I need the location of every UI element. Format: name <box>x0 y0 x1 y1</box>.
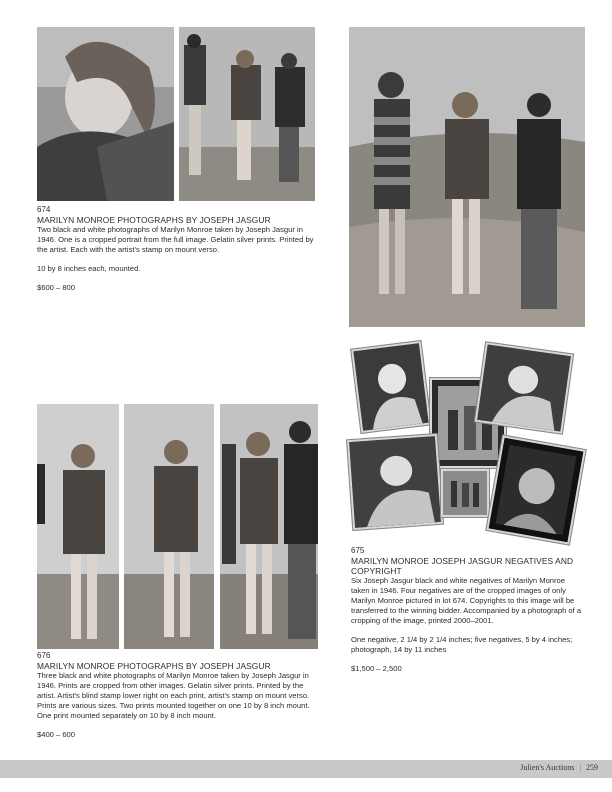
photo-674-portrait <box>37 27 174 201</box>
photo-676-2 <box>124 404 214 649</box>
negative-5 <box>441 469 489 517</box>
lot-675 <box>351 546 585 674</box>
photo-676-3 <box>220 404 318 649</box>
lot-dimensions: One negative, 2 1/4 by 2 1/4 inches; five negatives, 5 by 4 inches; photograph, 14 by 11 inches <box>351 635 573 654</box>
lot-description: Six Joseph Jasgur black and white negatives of Marilyn Monroe taken in 1946. Four negatives are of the cropped images of only Marilyn Monroe pictured in lot 674. Copyrights to this image will be transferred to the winning bidder. Accompanied by a photograph of a cropping of the image, printed 2000–2001. <box>351 576 582 625</box>
page-footer <box>0 760 612 778</box>
footer-text <box>520 763 598 772</box>
lot-estimate: $600 – 800 <box>37 283 76 292</box>
negative-6 <box>486 435 585 544</box>
lot-title: MARILYN MONROE JOSEPH JASGUR NEGATIVES AND COPYRIGHT <box>351 556 574 576</box>
lot-number: 674 <box>37 205 51 214</box>
lot-title: MARILYN MONROE PHOTOGRAPHS BY JOSEPH JASGUR <box>37 661 271 671</box>
lot-676 <box>37 651 321 740</box>
lot-estimate: $1,500 – 2,500 <box>351 664 402 673</box>
photo-676-1 <box>37 404 119 649</box>
beach-group-image <box>179 27 315 201</box>
beach-group-large-image <box>349 27 585 327</box>
photo-674-large <box>349 27 585 327</box>
negative-3 <box>475 342 573 433</box>
lot-description: Three black and white photographs of Marilyn Monroe taken by Joseph Jasgur in 1946. Prints are cropped from other images. Gelatin silver prints. Printed by the artist. Artist's blind stamp lower right on each print, artist's stamp on mount verso. Prints are various sizes. Two prints mounted together on one 10 by 8 inch mount. One print mounted separately on 10 by 8 inch mount. <box>37 671 310 720</box>
page-number: 259 <box>586 763 598 772</box>
lot-number: 675 <box>351 546 365 555</box>
lot-estimate: $400 – 600 <box>37 730 76 739</box>
lot-description: Two black and white photographs of Marilyn Monroe taken by Joseph Jasgur in 1946. One is a cropped portrait from the full image. Gelatin silver prints. Printed by the artist. Each with the artist's stamp on mount verso. <box>37 225 314 254</box>
lot-title: MARILYN MONROE PHOTOGRAPHS BY JOSEPH JASGUR <box>37 215 271 225</box>
negative-4 <box>347 434 443 530</box>
lot-dimensions: 10 by 8 inches each, mounted. <box>37 264 141 273</box>
footer-separator: | <box>579 763 581 772</box>
portrait-image <box>37 27 174 201</box>
lot-674 <box>37 205 317 293</box>
photo-674-full <box>179 27 315 201</box>
lot-number: 676 <box>37 651 51 660</box>
publisher-name: Julien's Auctions <box>520 763 575 772</box>
negative-1 <box>351 341 431 433</box>
